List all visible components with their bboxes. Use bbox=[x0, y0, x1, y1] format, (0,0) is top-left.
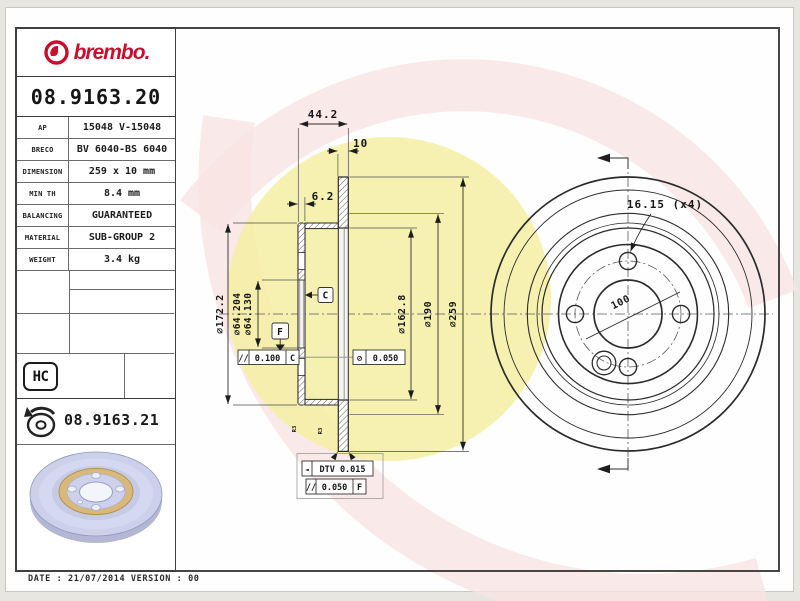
brand-wordmark: brembo. bbox=[73, 40, 150, 64]
parallelism-datum: F bbox=[356, 482, 363, 493]
spec-label: BRECO bbox=[17, 139, 69, 160]
photo-bolt-hole bbox=[116, 486, 125, 492]
brake-disc-photo bbox=[21, 449, 171, 567]
product-photo bbox=[17, 444, 175, 571]
spec-value: 259 x 10 mm bbox=[88, 166, 156, 177]
spec-value: 8.4 mm bbox=[103, 188, 141, 199]
pin-hole-outer bbox=[592, 351, 616, 375]
spec-value: BV 6040-BS 6040 bbox=[76, 144, 168, 155]
spec-label: MATERIAL bbox=[17, 227, 69, 248]
spec-row-dimension bbox=[17, 161, 175, 183]
photo-bolt-hole bbox=[92, 473, 101, 479]
brand-header bbox=[17, 29, 175, 76]
part-number: 08.9163.20 bbox=[17, 76, 175, 117]
dim-overall-width: 44.2 bbox=[307, 108, 339, 121]
dim-bolt-hole: 16.15 (x4) bbox=[626, 198, 704, 211]
spec-label: WEIGHT bbox=[17, 249, 69, 270]
yellow-circle-watermark bbox=[227, 137, 551, 461]
disc-replacement-icon bbox=[20, 404, 60, 440]
spec-value: GUARANTEED bbox=[91, 210, 153, 221]
dim-braking-id: ⌀162.8 bbox=[397, 294, 408, 334]
spec-value: 15048 V-15048 bbox=[82, 122, 162, 133]
spec-row-weight bbox=[17, 249, 175, 271]
tol-face-symbol: ⊘ bbox=[356, 354, 363, 364]
date-version-line: DATE : 21/07/2014 VERSION : 00 bbox=[28, 574, 200, 584]
grid-divider bbox=[124, 353, 125, 398]
pin-hole-inner bbox=[597, 356, 611, 370]
spec-row-material bbox=[17, 227, 175, 249]
alt-part-row bbox=[17, 398, 175, 444]
hc-badge: HC bbox=[23, 362, 58, 391]
parallelism-value: 0.050 bbox=[321, 482, 348, 493]
dim-bore-min: ⌀64.130 bbox=[243, 292, 254, 336]
dim-mid-dia: ⌀190 bbox=[423, 300, 434, 328]
spec-label: BALANCING bbox=[17, 205, 69, 226]
grid-line bbox=[17, 353, 174, 354]
photo-pin-hole bbox=[77, 500, 82, 504]
dtv-value: DTV 0.015 bbox=[319, 464, 366, 475]
parallelism-symbol: // bbox=[305, 482, 317, 493]
spec-value: SUB-GROUP 2 bbox=[88, 232, 156, 243]
dim-hat-offset: 6.2 bbox=[311, 190, 335, 203]
alt-part-number: 08.9163.21 bbox=[64, 411, 160, 429]
dim-disc-thickness: 10 bbox=[353, 137, 369, 150]
dtv-symbol: ◄ bbox=[305, 466, 309, 474]
spec-value: 3.4 kg bbox=[103, 254, 141, 265]
edge-note-right: R3 bbox=[318, 427, 324, 435]
datasheet-page bbox=[5, 7, 794, 592]
brand-watermark bbox=[201, 85, 773, 600]
spec-label: MIN TH bbox=[17, 183, 69, 204]
spec-label: AP bbox=[17, 117, 69, 138]
grid-line bbox=[69, 289, 174, 290]
dim-hat-od: ⌀172.2 bbox=[215, 294, 226, 334]
tol-runout-datum: C bbox=[289, 353, 296, 364]
tol-runout-value: 0.100 bbox=[254, 353, 281, 364]
dim-bolt-circle: 100 bbox=[609, 293, 633, 313]
spec-row-breco bbox=[17, 139, 175, 161]
datum-c-label: C bbox=[322, 290, 329, 302]
spec-row-minth bbox=[17, 183, 175, 205]
dim-bore-max: ⌀64.204 bbox=[232, 292, 243, 336]
spec-label: DIMENSION bbox=[17, 161, 69, 182]
grid-line bbox=[17, 313, 174, 314]
brembo-logo-icon bbox=[43, 39, 70, 66]
spec-row-balancing bbox=[17, 205, 175, 227]
photo-bolt-hole bbox=[68, 486, 77, 492]
photo-bolt-hole bbox=[92, 505, 101, 511]
grid-divider bbox=[69, 271, 70, 353]
tol-runout-symbol: // bbox=[238, 353, 249, 364]
datum-f-label: F bbox=[277, 327, 284, 338]
spec-panel bbox=[15, 27, 176, 572]
spec-row-ap bbox=[17, 117, 175, 139]
dim-outer-dia: ⌀259 bbox=[448, 300, 459, 328]
edge-note-left: R3 bbox=[292, 425, 298, 433]
tol-face-value: 0.050 bbox=[372, 353, 399, 364]
